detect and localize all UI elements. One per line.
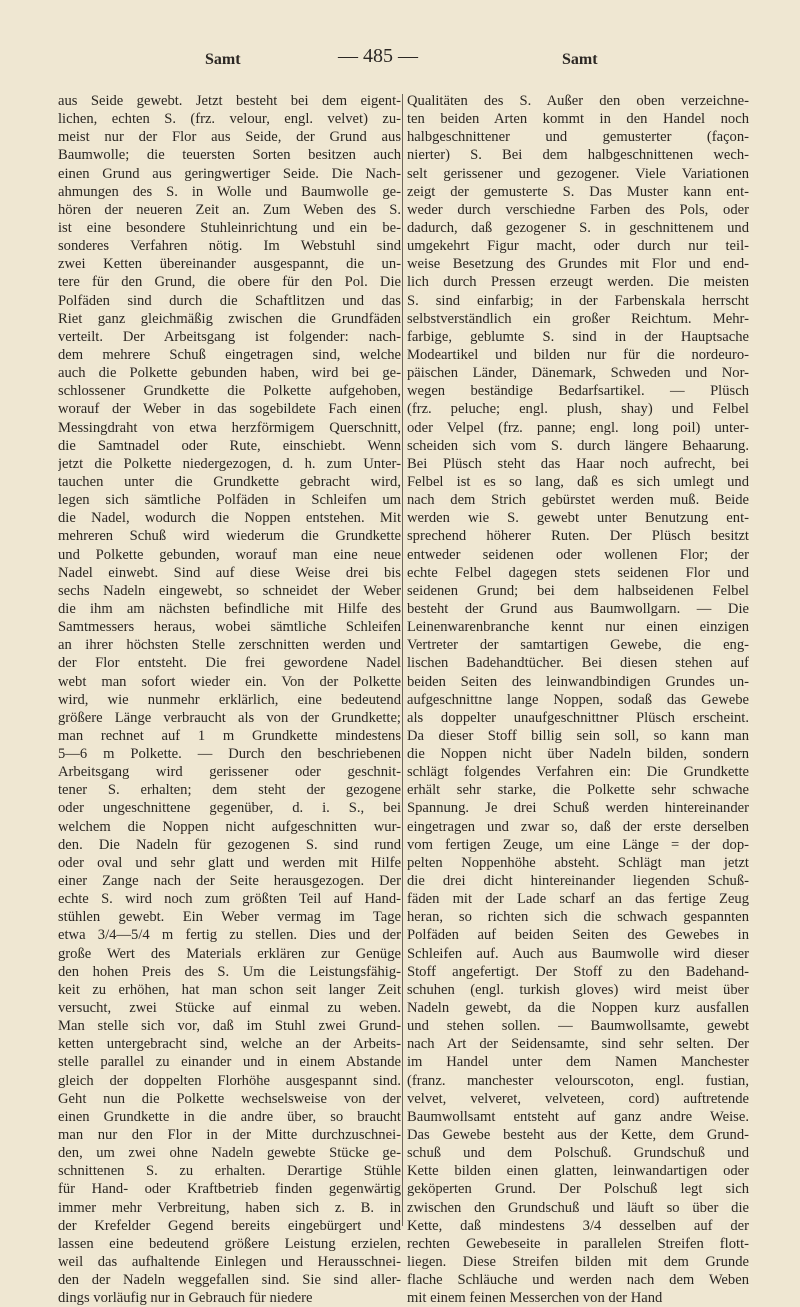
- text-line: stelle parallel zu einander und in einem Abstande: [58, 1054, 401, 1071]
- header-keyword-left: Samt: [205, 51, 241, 68]
- text-line: zeigt der gemusterte S. Das Muster kann ent-: [407, 183, 749, 200]
- text-line: pelten Noppenhöhe absteht. Schlägt man jetzt: [407, 854, 749, 871]
- text-line: flache Schläuche und werden nach dem Weben: [407, 1272, 749, 1289]
- text-line: S. sind einfarbig; in der Farbenskala herrscht: [407, 292, 749, 309]
- text-line: Kette bilden einen glatten, leinwandartigen oder: [407, 1163, 749, 1180]
- text-line: selt gerissener und gezogener. Viele Variationen: [407, 165, 749, 182]
- text-line: der Flor entsteht. Die frei gewordene Nadel: [58, 655, 401, 672]
- text-line: lich durch Pressen erzeugt werden. Die meisten: [407, 274, 749, 291]
- text-line: auch die Polkette gebunden haben, wird bei ge-: [58, 365, 401, 382]
- text-line: Modeartikel und bilden nur für die nordeuro-: [407, 346, 749, 363]
- text-line: Qualitäten des S. Außer den oben verzeichne-: [407, 93, 749, 109]
- right-text-column: [407, 92, 749, 1307]
- text-line: die drei dicht hintereinander liegenden Schuß-: [407, 873, 749, 890]
- text-line: oder oval und sehr glatt und werden mit Hilfe: [58, 854, 401, 871]
- text-line: schlossener Grundkette die Polkette aufgehoben,: [58, 383, 401, 400]
- text-line: größere Länge verbraucht als von der Grundkette;: [58, 709, 401, 726]
- text-line: schlägt folgendes Verfahren ein: Die Grundkette: [407, 764, 749, 781]
- text-line: Spannung. Je drei Schuß werden hintereinander: [407, 800, 749, 817]
- text-line: den. Die Nadeln für gezogenen S. sind rund: [58, 836, 401, 853]
- text-line: Stoff angefertigt. Der Stoff zu den Badehand-: [407, 963, 749, 980]
- text-line: päischen Länder, Dänemark, Schweden und Nor-: [407, 365, 749, 382]
- text-line: die Samtnadel oder Rute, einschiebt. Wenn: [58, 437, 401, 454]
- text-line: tener S. erhalten; dem steht der gezogene: [58, 782, 401, 799]
- text-line: stühlen gewebt. Ein Weber vermag im Tage: [58, 909, 401, 926]
- text-line: weil das aufhaltende Einlegen und Herausschnei-: [58, 1254, 401, 1270]
- text-line: 5—6 m Polkette. — Durch den beschriebenen: [58, 746, 401, 763]
- text-line: die Nadel, wodurch die Noppen entstehen. Mit: [58, 510, 401, 527]
- text-line: zwei Ketten übereinander ausgespannt, die un-: [58, 256, 401, 273]
- text-line: weise Besetzung des Grundes mit Flor und end-: [407, 256, 749, 273]
- text-line: der Krefelder Gegend bereits eingebürgert und: [58, 1217, 401, 1234]
- text-line: lichen, echten S. (frz. velour, engl. velvet) zu-: [58, 111, 401, 128]
- text-line: immer mehr Verbreitung, haben sich z. B. in: [58, 1199, 401, 1216]
- text-line: schuhen (engl. turkish gloves) wird meist über: [407, 981, 749, 998]
- text-line: Polfäden sind durch die Schaftlitzen und das: [58, 292, 401, 309]
- text-line: Bei Plüsch steht das Haar noch aufrecht, bei: [407, 455, 749, 472]
- text-line: nach Art der Seidensamte, sind sehr selten. Der: [407, 1036, 749, 1053]
- text-line: halbgeschnittener und gemusterter (façon-: [407, 129, 749, 146]
- text-line: Das Gewebe besteht aus der Kette, dem Grund-: [407, 1127, 749, 1144]
- page-number: — 485 —: [338, 45, 418, 67]
- text-line: velvet, velveret, velveteen, cord) auftretende: [407, 1090, 749, 1107]
- text-line: entweder seidenen oder wollenen Flor; der: [407, 546, 749, 563]
- text-line: einer Zange nach der Seite herausgezogen. Der: [58, 873, 401, 890]
- text-line: echte S. wird noch zum größten Teil auf Hand-: [58, 891, 401, 908]
- text-line: man rechnet auf 1 m Grundkette mindestens: [58, 727, 401, 744]
- text-line: zwischen den Grundschuß und läuft so über die: [407, 1199, 749, 1216]
- header-keyword-right: Samt: [562, 51, 598, 68]
- text-line: im Handel unter dem Namen Manchester: [407, 1054, 749, 1071]
- left-text-column: [58, 92, 401, 1307]
- text-line: Riet ganz gleichmäßig zwischen die Grundfäden: [58, 310, 401, 327]
- text-line: liegen. Diese Streifen bilden mit dem Grunde: [407, 1254, 749, 1270]
- text-line: weder durch verschiedne Farben des Pols, oder: [407, 201, 749, 218]
- text-line: sonderes Verfahren nötig. Im Webstuhl sind: [58, 238, 401, 255]
- text-line: besteht der Grund aus Baumwollgarn. — Die: [407, 600, 749, 617]
- text-line: seidenen Grund; bei dem halbseidenen Felbel: [407, 582, 749, 599]
- text-line: Da dieser Stoff billig sein soll, so kann man: [407, 727, 749, 744]
- text-line: Vertreter der samtartigen Gewebe, die eng-: [407, 637, 749, 654]
- text-line: ahmungen des S. in Wolle und Baumwolle ge-: [58, 183, 401, 200]
- text-line: meist nur der Flor aus Seide, der Grund aus: [58, 129, 401, 146]
- text-line: welchem die Noppen nicht aufgeschnitten wur-: [58, 818, 401, 835]
- text-line: hören der neueren Zeit an. Zum Weben des S.: [58, 201, 401, 218]
- text-line: die ihm am nächsten befindliche mit Hilfe des: [58, 600, 401, 617]
- text-line: und stehen sollen. — Baumwollsamte, gewebt: [407, 1018, 749, 1035]
- text-line: Samtmessers heraus, wobei sämtliche Schleifen: [58, 619, 401, 636]
- text-line: man nur den Flor in der Mitte durchzuschnei-: [58, 1127, 401, 1144]
- text-line: rechten Gewebeseite in parallelen Streifen flott-: [407, 1235, 749, 1252]
- text-line: einen Grundkette in die andre über, so braucht: [58, 1108, 401, 1125]
- text-line: Schleifen auf. Auch aus Baumwolle wird dieser: [407, 945, 749, 962]
- text-line: beiden Seiten des leinwandbindigen Grundes un-: [407, 673, 749, 690]
- text-line: große Wert des Materials erklären zur Genüge: [58, 945, 401, 962]
- text-line: die Noppen nicht über Nadeln bilden, sondern: [407, 746, 749, 763]
- text-line: webt man sofort wieder ein. Von der Polkette: [58, 673, 401, 690]
- text-line: verteilt. Der Arbeitsgang ist folgender: nach-: [58, 328, 401, 345]
- text-line: aus Seide gewebt. Jetzt besteht bei dem eigent-: [58, 93, 401, 109]
- text-line: nach dem Strich gebürstet werden muß. Beide: [407, 492, 749, 509]
- text-line: ten beiden Arten kommt in den Handel noch: [407, 111, 749, 128]
- text-line: tauchen unter die Grundkette gebracht wird,: [58, 473, 401, 490]
- text-line: (franz. manchester velourscoton, engl. fustian,: [407, 1072, 749, 1089]
- text-line: oder Velpel (frz. panne; engl. long poil) unter-: [407, 419, 749, 436]
- text-line: jetzt die Polkette niedergezogen, d. h. zum Unter-: [58, 455, 401, 472]
- text-line: erhält sehr starke, die Polkette sehr schwache: [407, 782, 749, 799]
- text-line: umgekehrt Figur macht, oder durch nur teil-: [407, 238, 749, 255]
- text-line: worauf der Weber in das sogebildete Fach einen: [58, 401, 401, 418]
- text-line: schnittenen S. zu erhalten. Derartige Stühle: [58, 1163, 401, 1180]
- text-line: schuß und dem Polschuß. Grundschuß und: [407, 1145, 749, 1162]
- text-line: scheiden sich vom S. durch längere Behaarung.: [407, 437, 749, 454]
- text-line: nierter) S. Bei dem halbgeschnittenen wech-: [407, 147, 749, 164]
- text-line: Polfäden auf beiden Seiten des Gewebes in: [407, 927, 749, 944]
- text-line: Man stelle sich vor, daß im Stuhl zwei Grund-: [58, 1018, 401, 1035]
- text-line: eingetragen und zwar so, daß der erste derselben: [407, 818, 749, 835]
- text-line: für Hand- oder Kraftbetrieb finden gegenwärtig: [58, 1181, 401, 1198]
- text-line: fäden mit der Lade scharf an das fertige Zeug: [407, 891, 749, 908]
- text-line: als doppelter unaufgeschnittner Plüsch erscheint.: [407, 709, 749, 726]
- text-line: selbstverständlich ein großer Reichtum. Mehr-: [407, 310, 749, 327]
- text-line: Nadeln gewebt, da die Noppen kurz ausfallen: [407, 1000, 749, 1017]
- text-line: Messingdraht von etwa herzförmigem Querschnitt,: [58, 419, 401, 436]
- text-line: Leinenwarenbranche kennt nur einen einzigen: [407, 619, 749, 636]
- text-line: keit zu erhöhen, hat man schon seit langer Zeit: [58, 981, 401, 998]
- text-line: Baumwolle; die teuersten Sorten besitzen auch: [58, 147, 401, 164]
- text-line: wegen beständige Bedarfsartikel. — Plüsch: [407, 383, 749, 400]
- text-line: legen sich sämtliche Polfäden in Schleifen um: [58, 492, 401, 509]
- page-header: [0, 45, 800, 73]
- text-line: vom fertigen Zeuge, um eine Länge = der dop-: [407, 836, 749, 853]
- text-line: dem mehrere Schuß eingetragen sind, welche: [58, 346, 401, 363]
- text-line: den, um zwei ohne Nadeln gewebte Stücke ge-: [58, 1145, 401, 1162]
- text-line: tere für den Grund, die obere für den Pol. Die: [58, 274, 401, 291]
- text-line: etwa 3/4—5/4 m fertig zu stellen. Dies und der: [58, 927, 401, 944]
- text-line: dings vorläufig nur in Gebrauch für niedere: [58, 1290, 313, 1307]
- text-line: lischen Badehandtücher. Bei diesen stehen auf: [407, 655, 749, 672]
- text-line: ist eine besondere Stuhleinrichtung und ein be-: [58, 219, 401, 236]
- text-line: farbige, geblumte S. sind in der Hauptsache: [407, 328, 749, 345]
- column-divider: [402, 94, 403, 1226]
- text-line: aufgeschnittne lange Noppen, sodaß das Gewebe: [407, 691, 749, 708]
- text-line: dadurch, daß gezogener S. in geschnittenem und: [407, 219, 749, 236]
- text-line: mehreren Schuß wird wiederum die Grundkette: [58, 528, 401, 545]
- text-line: versucht, zwei Stücke auf einmal zu weben.: [58, 1000, 401, 1017]
- text-line: Felbel ist es so lang, daß es sich umlegt und: [407, 473, 749, 490]
- text-line: den der Nadeln weggefallen sind. Sie sind aller-: [58, 1272, 401, 1289]
- text-line: sprechend höherer Ruten. Der Plüsch besitzt: [407, 528, 749, 545]
- text-line: Kette, daß mindestens 3/4 desselben auf der: [407, 1217, 749, 1234]
- text-line: Baumwollsamt entsteht auf ganz andre Weise.: [407, 1108, 749, 1125]
- text-line: werden wie S. gewebt unter Benutzung ent-: [407, 510, 749, 527]
- text-line: an ihrer höchsten Stelle zerschnitten werden und: [58, 637, 401, 654]
- text-line: und Polkette gebunden, worauf man eine neue: [58, 546, 401, 563]
- text-line: heran, so richten sich die schwach gespannten: [407, 909, 749, 926]
- text-line: den hohen Preis des S. Um die Leistungsfähig-: [58, 963, 401, 980]
- text-line: (frz. peluche; engl. plush, shay) und Felbel: [407, 401, 749, 418]
- text-line: sechs Nadeln eingewebt, so schneidet der Weber: [58, 582, 401, 599]
- text-line: gleich der doppelten Florhöhe ausgespannt sind.: [58, 1072, 401, 1089]
- text-line: ketten untergebracht sind, welche an der Arbeits-: [58, 1036, 401, 1053]
- text-line: lassen eine bedeutend größere Leistung erzielen,: [58, 1235, 401, 1252]
- text-line: echte Felbel dagegen stets seidenen Flor und: [407, 564, 749, 581]
- text-line: einen Grund aus geringwertiger Seide. Die Nach-: [58, 165, 401, 182]
- text-line: Arbeitsgang wird gerissener oder geschnit-: [58, 764, 401, 781]
- text-line: geköperten Grund. Der Polschuß legt sich: [407, 1181, 749, 1198]
- text-line: wird, wie nunmehr erklärlich, eine bedeutend: [58, 691, 401, 708]
- text-line: oder ungeschnittene gegenüber, d. i. S., bei: [58, 800, 401, 817]
- text-line: mit einem feinen Messerchen von der Hand: [407, 1290, 663, 1307]
- text-line: Nadel einwebt. Sind auf diese Weise drei bis: [58, 564, 401, 581]
- text-line: Geht nun die Polkette wechselsweise von der: [58, 1090, 401, 1107]
